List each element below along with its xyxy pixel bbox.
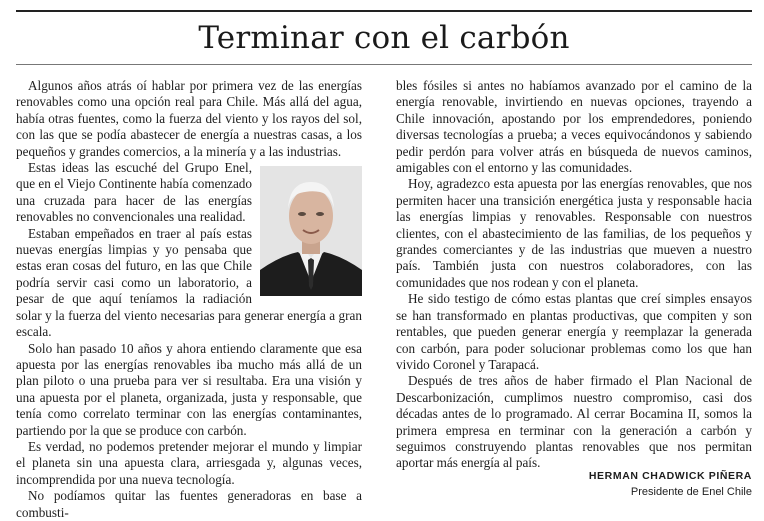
paragraph: He sido testigo de cómo estas plantas que creí simples ensayos se han transformado en plantas productivas, que compiten y son rentables, que pueden generar energía y reemplazar la generada con carbón, para poder solucionar problemas como los que han vivido Coronel y Tarapacá. [396, 291, 752, 372]
author-role: Presidente de Enel Chile [630, 486, 752, 498]
paragraph: Hoy, agradezco esta apuesta por las energías renovables, que nos permiten hacer una transición energética justa y responsable hacia las energías limpias y renovables. Responsable con nuestros clientes, con el abastecimiento de las familias, de los pequeños y grandes comerciantes y de las industrias que mueven a nuestro país. También justa con nuestros colaboradores, con las comunidades que nos rodean y con el planeta. [396, 176, 752, 290]
paragraph: Después de tres años de haber firmado el Plan Nacional de Descarbonización, cumplimos nuestro compromiso, casi dos décadas antes de lo programado. Al cerrar Bocamina II, somos la primera empresa en terminar con la generación a carbón y seguimos construyendo plantas renovables que nos permitan aportar más energía al país. [396, 373, 752, 471]
paragraph: Es verdad, no podemos pretender mejorar el mundo y limpiar el planeta sin una apuesta clara, arriesgada y, algunas veces, incomprendida por una nueva tecnología. [16, 438, 362, 487]
article-title: Terminar con el carbón [198, 20, 570, 56]
paragraph: Estaban empeñados en traer al país estas nuevas energías limpias y yo pensaba que estas eran cosas del futuro, en las que Chile podría servir casi como un laboratorio, a pesar de que aquí teníamos la radiación solar y la fuerza del viento necesarias para generar energía a gran escala. [16, 225, 362, 340]
left-column [16, 78, 362, 521]
author-signature [589, 470, 752, 498]
paragraph: Solo han pasado 10 años y ahora entiendo claramente que esa apuesta por las energías renovables iba mucho más allá de un plan piloto o una prueba para ver si resultaba. Era una visión y una apuesta por el planeta, organizada, justa y responsable, que tenía como correlato terminar con las energías contaminantes, partiendo por la que se produce con carbón. [16, 340, 362, 438]
top-rule [16, 10, 752, 12]
paragraph: No podíamos quitar las fuentes generadoras en base a combusti- [16, 488, 362, 520]
right-column [396, 78, 752, 472]
paragraph: Estas ideas las escuché del Grupo Enel, que en el Viejo Continente había comenzado una cruzada para hacer de las energías renovables no convencionales una realidad. [16, 160, 252, 225]
paragraph: Algunos años atrás oí hablar por primera vez de las energías renovables como una opción real para Chile. Más allá del agua, había otras fuentes, como la fuerza del viento y los rayos del sol, con las que se podía abastecer de energía a nuestras casas, a los pequeños y grandes comercios, a la minería y a las industrias. [16, 78, 362, 159]
author-name: HERMAN CHADWICK PIÑERA [588, 470, 752, 482]
title-rule [16, 64, 752, 65]
author-portrait [260, 166, 362, 296]
paragraph-continuation: bles fósiles si antes no habíamos avanzado por el camino de la energía renovable, invirtiendo en nuevas opciones, trayendo a Chile innovación, apostando por los emprendedores, poniendo diversas tecnologías a prueba; a veces equivocándonos y sabiendo pedir perdón para volver atrás en búsqueda de nuevos caminos, amigables con el entorno y las comunidades. [396, 78, 752, 176]
